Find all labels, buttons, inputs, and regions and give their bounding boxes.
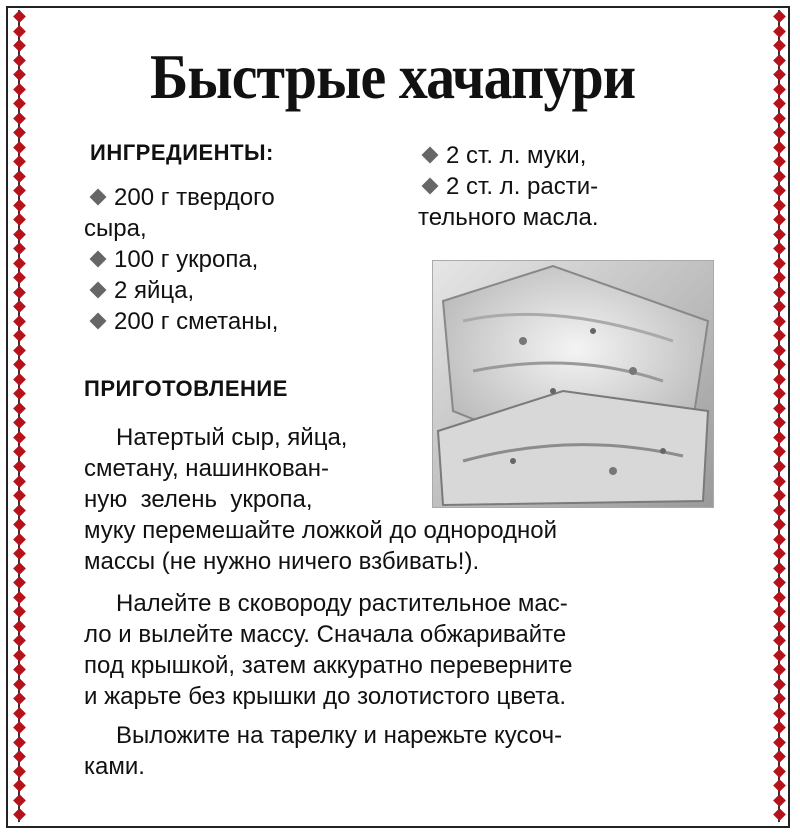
khachapuri-photo (432, 260, 714, 508)
ornament-diamond-icon (13, 460, 26, 473)
ornament-diamond-icon (13, 707, 26, 720)
bullet-icon (90, 189, 107, 206)
ornament-diamond-icon (13, 808, 26, 821)
ingredient-item: 200 г твердого (84, 182, 384, 213)
ornament-diamond-icon (13, 750, 26, 763)
ornament-diamond-icon (773, 68, 786, 81)
ornament-diamond-icon (773, 97, 786, 110)
ornament-diamond-icon (773, 155, 786, 168)
ornament-diamond-icon (13, 446, 26, 459)
ornament-diamond-icon (13, 286, 26, 299)
ornament-diamond-icon (13, 475, 26, 488)
ornament-diamond-icon (13, 170, 26, 183)
ingredient-item-continued: тельного масла. (418, 204, 599, 231)
ornament-diamond-icon (13, 576, 26, 589)
ornament-diamond-icon (13, 39, 26, 52)
ornament-diamond-icon (773, 794, 786, 807)
ornament-diamond-icon (13, 359, 26, 372)
ornament-diamond-icon (773, 475, 786, 488)
preparation-line: Натертый сыр, яйца, (116, 424, 348, 451)
left-ornament-border (10, 10, 28, 822)
ornament-diamond-icon (13, 112, 26, 125)
preparation-line: ную зелень укропа, (84, 486, 313, 513)
ornament-diamond-icon (13, 692, 26, 705)
ornament-diamond-icon (13, 402, 26, 415)
ornament-diamond-icon (13, 489, 26, 502)
ornament-diamond-icon (13, 228, 26, 241)
ornament-diamond-icon (13, 504, 26, 517)
ornament-diamond-icon (13, 199, 26, 212)
ornament-diamond-icon (13, 257, 26, 270)
ornament-diamond-icon (773, 359, 786, 372)
ornament-diamond-icon (773, 562, 786, 575)
ornament-diamond-icon (773, 126, 786, 139)
ornament-diamond-icon (773, 213, 786, 226)
ornament-diamond-icon (13, 97, 26, 110)
ornament-diamond-icon (13, 736, 26, 749)
ornament-diamond-icon (13, 184, 26, 197)
preparation-line: ками. (84, 753, 145, 780)
right-ornament-border (770, 10, 788, 822)
bullet-icon (90, 282, 107, 299)
ornament-diamond-icon (13, 300, 26, 313)
ornament-diamond-icon (773, 329, 786, 342)
ornament-diamond-icon (13, 83, 26, 96)
ornament-diamond-icon (773, 678, 786, 691)
ornament-diamond-icon (773, 518, 786, 531)
ingredients-list-col2 (416, 140, 706, 233)
ornament-diamond-icon (773, 184, 786, 197)
ornament-diamond-icon (13, 634, 26, 647)
ornament-diamond-icon (773, 576, 786, 589)
ornament-diamond-icon (773, 649, 786, 662)
preparation-line: сметану, нашинкован- (84, 455, 330, 482)
ornament-diamond-icon (773, 257, 786, 270)
ornament-diamond-icon (773, 504, 786, 517)
ornament-diamond-icon (773, 460, 786, 473)
ornament-diamond-icon (773, 54, 786, 67)
ingredient-item-continued: сыра, (84, 215, 147, 242)
ornament-diamond-icon (773, 199, 786, 212)
ornament-diamond-icon (773, 300, 786, 313)
ornament-diamond-icon (773, 446, 786, 459)
ornament-diamond-icon (773, 547, 786, 560)
ornament-diamond-icon (13, 25, 26, 38)
preparation-line: муку перемешайте ложкой до однородной (84, 517, 558, 544)
ornament-diamond-icon (773, 286, 786, 299)
ornament-diamond-icon (773, 242, 786, 255)
ornament-diamond-icon (773, 779, 786, 792)
ornament-diamond-icon (13, 10, 26, 23)
ingredient-item: 2 ст. л. муки, (416, 140, 706, 171)
recipe-title: Быстрые хачапури (150, 42, 636, 112)
ornament-diamond-icon (773, 388, 786, 401)
ornament-diamond-icon (13, 213, 26, 226)
ornament-diamond-icon (13, 533, 26, 546)
ornament-diamond-icon (13, 315, 26, 328)
ornament-diamond-icon (773, 750, 786, 763)
ornament-diamond-icon (13, 373, 26, 386)
ornament-diamond-icon (773, 431, 786, 444)
ornament-diamond-icon (773, 402, 786, 415)
ornament-diamond-icon (773, 141, 786, 154)
ornament-diamond-icon (13, 329, 26, 342)
preparation-line: Налейте в сковороду растительное мас- (116, 590, 568, 617)
ornament-diamond-icon (13, 663, 26, 676)
ornament-diamond-icon (773, 271, 786, 284)
bullet-icon (90, 313, 107, 330)
ornament-diamond-icon (773, 10, 786, 23)
ornament-diamond-icon (773, 591, 786, 604)
ornament-diamond-icon (13, 547, 26, 560)
ornament-diamond-icon (773, 707, 786, 720)
ornament-diamond-icon (13, 678, 26, 691)
ornament-diamond-icon (773, 228, 786, 241)
ornament-diamond-icon (13, 126, 26, 139)
ornament-diamond-icon (13, 141, 26, 154)
ornament-diamond-icon (773, 112, 786, 125)
ornament-diamond-icon (13, 344, 26, 357)
ingredient-item: 2 ст. л. расти- (416, 171, 706, 202)
ornament-diamond-icon (773, 417, 786, 430)
khachapuri-photo-icon (433, 261, 713, 507)
ornament-diamond-icon (13, 155, 26, 168)
preparation-line: ло и вылейте массу. Сначала обжаривайте (84, 621, 567, 648)
bullet-icon (422, 178, 439, 195)
ornament-diamond-icon (773, 25, 786, 38)
ornament-diamond-icon (13, 605, 26, 618)
ornament-diamond-icon (773, 605, 786, 618)
ornament-diamond-icon (773, 344, 786, 357)
ornament-diamond-icon (13, 54, 26, 67)
ornament-diamond-icon (13, 591, 26, 604)
ornament-diamond-icon (773, 721, 786, 734)
ornament-diamond-icon (13, 765, 26, 778)
ornament-diamond-icon (773, 83, 786, 96)
ornament-diamond-icon (13, 779, 26, 792)
ornament-diamond-icon (13, 388, 26, 401)
ornament-diamond-icon (773, 620, 786, 633)
ornament-diamond-icon (773, 808, 786, 821)
ornament-diamond-icon (773, 663, 786, 676)
preparation-line: под крышкой, затем аккуратно переверните (84, 652, 573, 679)
ornament-diamond-icon (773, 170, 786, 183)
ornament-diamond-icon (13, 518, 26, 531)
preparation-heading: ПРИГОТОВЛЕНИЕ (84, 376, 288, 401)
ornament-diamond-icon (13, 271, 26, 284)
ornament-diamond-icon (773, 533, 786, 546)
ornament-diamond-icon (13, 562, 26, 575)
ornament-diamond-icon (13, 620, 26, 633)
ornament-diamond-icon (773, 736, 786, 749)
ornament-diamond-icon (13, 721, 26, 734)
ornament-diamond-icon (13, 431, 26, 444)
ornament-diamond-icon (13, 68, 26, 81)
bullet-icon (90, 251, 107, 268)
preparation-line: Выложите на тарелку и нарежьте кусоч- (116, 722, 563, 749)
ornament-diamond-icon (773, 765, 786, 778)
ornament-diamond-icon (773, 315, 786, 328)
ornament-diamond-icon (13, 794, 26, 807)
ornament-diamond-icon (773, 692, 786, 705)
ornament-diamond-icon (773, 373, 786, 386)
ingredient-item: 200 г сметаны, (84, 306, 384, 337)
bullet-icon (422, 147, 439, 164)
ornament-diamond-icon (773, 489, 786, 502)
ornament-diamond-icon (773, 634, 786, 647)
ingredients-list-col1 (84, 182, 384, 337)
preparation-line: массы (не нужно ничего взбивать!). (84, 548, 480, 575)
ornament-diamond-icon (13, 417, 26, 430)
ornament-diamond-icon (13, 242, 26, 255)
ornament-diamond-icon (773, 39, 786, 52)
ingredients-heading: ИНГРЕДИЕНТЫ: (90, 140, 274, 165)
ornament-diamond-icon (13, 649, 26, 662)
ingredient-item: 2 яйца, (84, 275, 384, 306)
ingredient-item: 100 г укропа, (84, 244, 384, 275)
preparation-line: и жарьте без крышки до золотистого цвета. (84, 683, 566, 710)
